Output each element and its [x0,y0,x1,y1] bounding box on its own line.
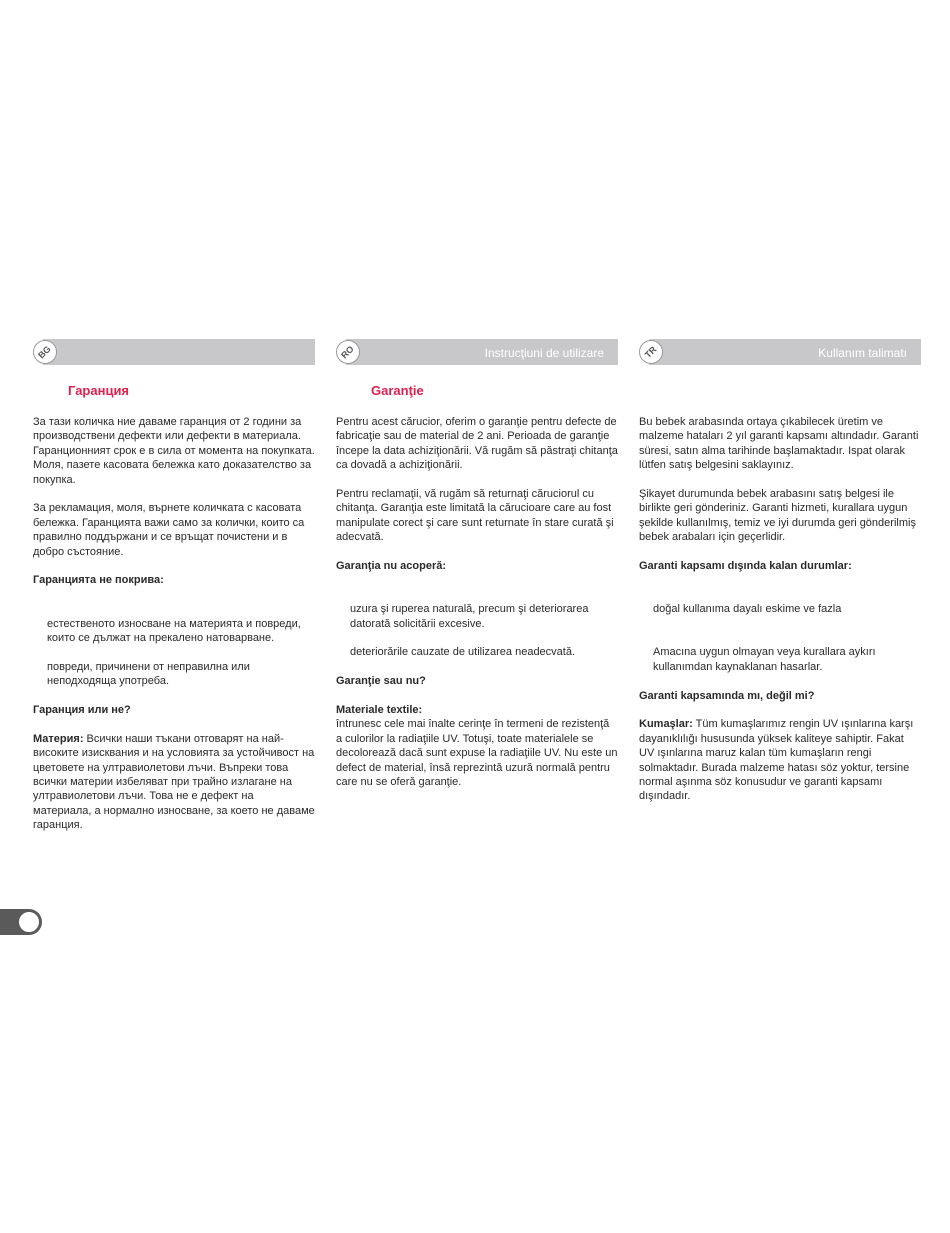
paragraph-material-bg [33,732,315,833]
paragraph-material-tr [639,717,921,803]
column-tr [639,339,921,818]
section-title-bg: Гаранция [68,383,130,398]
paragraph-warranty-ro: Pentru acest cărucior, oferim o garanţie pentru defecte de fabricaţie sau de material de 2 ani. Perioada de garanţie începe la data achiziţionării. Vă rugăm să păstraţi chitanţa ca dovadă a achiziţionării. [336,416,618,472]
material-label-bg: Материя: [33,732,84,745]
heading-question-bg: Гаранция или не? [33,704,131,717]
material-label-tr: Kumaşlar: [639,718,693,731]
list-item-tr-1: doğal kullanıma dayalı eskime ve fazla [653,603,842,616]
paragraph-claims-ro: Pentru reclamaţii, vă rugăm să returnaţi căruciorul cu chitanţa. Garanţia este limitată la cărucioare care au fost manipulate corect şi care sunt returnate în stare curată şi adecvată. [336,488,614,544]
paragraph-claims-tr: Şikayet durumunda bebek arabasını satış belgesi ile birlikte geri gönderiniz. Garanti hizmeti, kurallara uygun şekilde kullanılmış, temiz ve iyi durumda geri gönderilmiş bebek arabaları için geçerlidir. [639,488,916,544]
paragraph-warranty-bg: За тази количка ние даваме гаранция от 2 години за производствени дефекти или дефекти в материала. Гаранционният срок е в сила от момента на покупката. Моля, пазете касовата бележка като доказателство за покупка. [33,416,315,486]
page-tab-marker [0,909,42,935]
body-text-ro [336,415,618,789]
heading-question-tr: Garanti kapsamında mı, değil mi? [639,689,815,702]
material-text-tr: Tüm kumaşlarımız rengin UV ışınlarına karşı dayanıklılığı hususunda yüksek kaliteye sahiptir. Fakat UV ışınlarına maruz kalan tüm kumaşların rengi solmaktadır. Burada malzeme hatası söz yoktur, tersine normal aşınma söz konusudur ve garanti kapsamı dışındadır. [639,718,914,803]
language-badge-ro: RO [336,340,360,364]
language-badge-tr: TR [639,340,663,364]
paragraph-material-ro [336,703,618,789]
body-text-bg [33,415,315,833]
section-title-ro: Garanţie [371,383,424,398]
paragraph-claims-bg: За рекламация, моля, върнете количката с касовата бележка. Гаранцията важи само за колички, които са правилно поддържани и се връщат почистени и в добро състояние. [33,502,305,558]
body-text-tr [639,415,921,804]
heading-question-ro: Garanţie sau nu? [336,675,426,688]
heading-not-covered-ro: Garanţia nu acoperă: [336,560,447,573]
material-label-ro: Materiale textile: [336,704,423,717]
list-item-ro-2: deteriorările cauzate de utilizarea neadecvată. [350,646,576,659]
list-item-bg-2: повреди, причинени от неправилна или неподходяща употреба. [47,660,250,688]
column-ro [336,339,618,804]
paragraph-warranty-tr: Bu bebek arabasında ortaya çıkabilecek üretim ve malzeme hataları 2 yıl garanti kapsamı altındadır. Garanti süresi, satın alma tarihinde başlamaktadır. Ispat olarak lütfen satış belgesini saklayınız. [639,416,919,472]
list-item-ro-1: uzura şi ruperea naturală, precum şi deteriorarea datorată solicitării excesive. [350,603,589,630]
column-bg [33,339,315,847]
header-bar-tr [642,339,921,365]
header-text-ro: Instrucţiuni de utilizare [484,346,604,360]
language-badge-bg: BG [33,340,57,364]
list-item-bg-1: естественото износване на материята и повреди, които се дължат на прекалено натоварване. [47,617,301,645]
material-text-bg: Всички наши тъкани отговарят на най-високите изисквания и на условията за устойчивост на цветовете на ултравиолетови лъчи. Въпреки това всички материи избеляват при трайно излагане на ултравиолетови лъчи. Това не е дефект на материала, а нормално износване, за което не даваме гаранция. [33,732,315,832]
heading-not-covered-bg: Гаранцията не покрива: [33,574,164,587]
list-item-tr-2: Amacına uygun olmayan veya kurallara aykırı kullanımdan kaynaklanan hasarlar. [653,646,876,673]
header-text-tr: Kullanım talimatı [818,346,907,360]
header-bar-bg [36,339,315,365]
page-tab-circle [17,910,41,934]
header-bar-ro [339,339,618,365]
section-title-tr [674,383,921,400]
material-text-ro: întrunesc cele mai înalte cerinţe în termeni de rezistenţă a culorilor la radiaţiile UV. Totuşi, toate materialele se decolorează dacă sunt expuse la radiaţiile UV. Nu este un defect de material, însă reprezintă uzură normală pentru care nu se oferă garanţie. [336,718,618,789]
heading-not-covered-tr: Garanti kapsamı dışında kalan durumlar: [639,560,852,573]
